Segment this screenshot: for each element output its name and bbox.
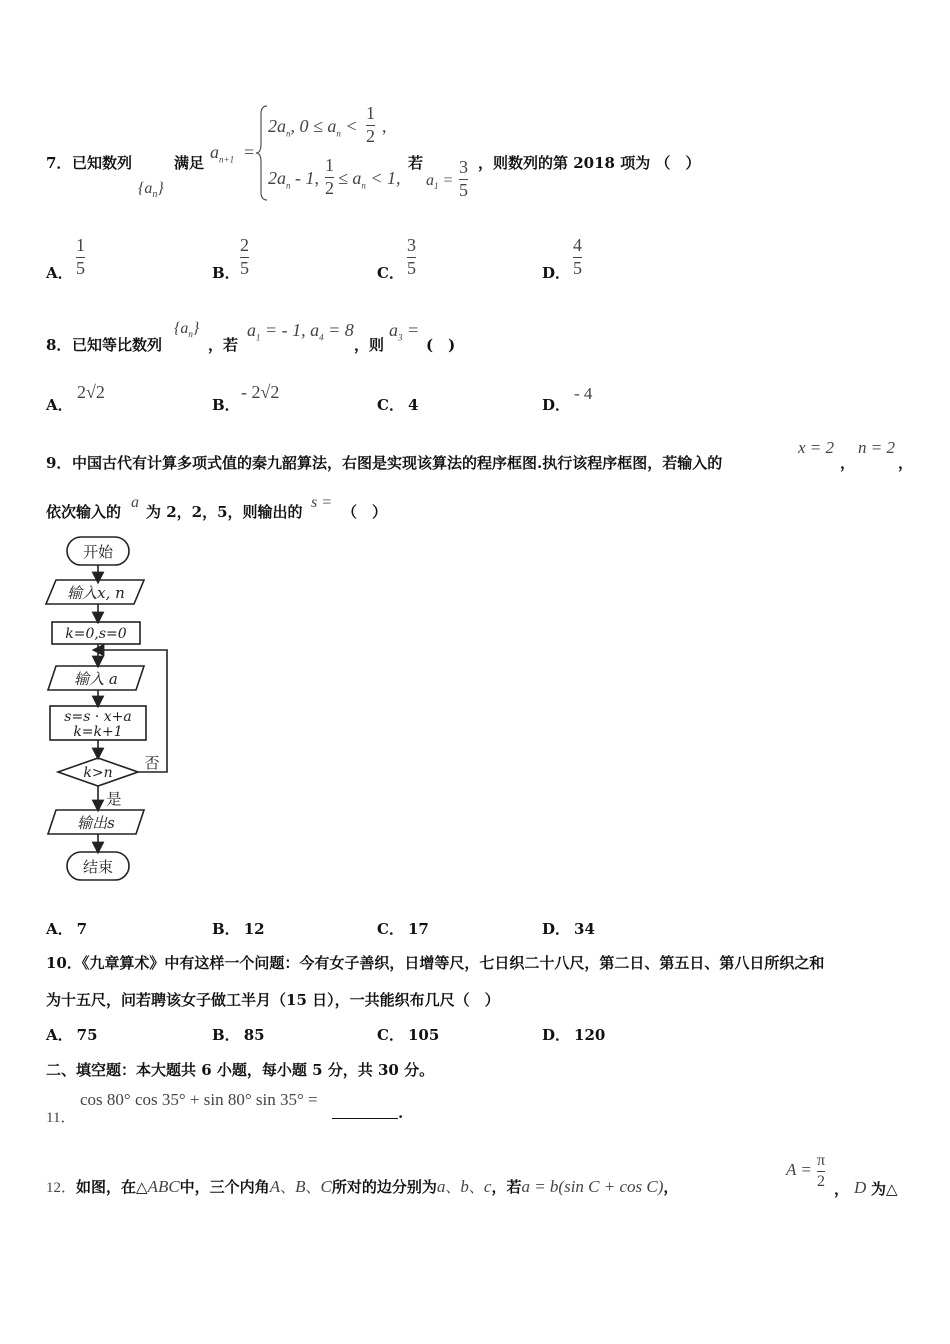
- q8-option-b-label[interactable]: B．: [212, 396, 240, 414]
- q10-line-1: 10．《九章算术》中有这样一个问题：今有女子善织，日增等尺，七日织二十八尺，第二日、第五日、第八日所织之和: [46, 954, 825, 972]
- q8-option-d-label[interactable]: D．: [542, 396, 571, 414]
- q7-text-2: 满足: [174, 154, 205, 172]
- q11-end: .: [398, 1104, 404, 1122]
- q7-case-2: $2a_n - 1$,: [268, 168, 319, 191]
- q7-recurrence-lhs: $a_{n+1}$: [210, 142, 235, 165]
- q11-answer-blank[interactable]: [332, 1118, 398, 1119]
- q9-a-variable: a: [131, 494, 139, 511]
- q9-option-a[interactable]: A． 7: [46, 920, 88, 938]
- q9-option-c[interactable]: C． 17: [377, 920, 429, 938]
- q7-text-1: 已知数列: [72, 154, 133, 172]
- q10-option-b[interactable]: B． 85: [212, 1026, 265, 1044]
- q9-number: 9．: [46, 454, 72, 472]
- q7-option-d-label[interactable]: D．: [542, 264, 571, 282]
- flow-output: 输出s: [77, 814, 115, 832]
- q8-option-d-value: - 4: [574, 384, 593, 403]
- q9-line-2b: 为 2，2，5，则输出的: [146, 503, 303, 521]
- q7-option-a-value: 1 5: [76, 235, 85, 278]
- q10-line-2: 为十五尺，问若聘该女子做工半月（15 日），一共能织布几尺（ ）: [46, 991, 500, 1009]
- q7-sequence: $\{a_n\}$: [138, 180, 164, 201]
- q9-option-d[interactable]: D． 34: [542, 920, 595, 938]
- flow-yes-label: 是: [106, 790, 122, 808]
- q7-case-1-fraction: 1 2: [366, 103, 375, 146]
- q12-comma: ，: [834, 1180, 850, 1198]
- q8-text-1: 已知等比数列: [72, 336, 163, 354]
- q9-option-b[interactable]: B． 12: [212, 920, 265, 938]
- q9-s-variable: s =: [311, 494, 333, 511]
- flow-input-xn: 输入x, n: [67, 584, 125, 602]
- flow-init: k=0,s=0: [65, 626, 127, 642]
- q8-sequence: $\{a_n\}$: [174, 320, 200, 340]
- q9-line-1: 中国古代有计算多项式值的秦九韶算法，右图是实现该算法的程序框图.执行该程序框图，若输入的: [72, 454, 723, 472]
- q7-brace: [255, 104, 269, 202]
- q7-option-a-label[interactable]: A．: [46, 264, 73, 282]
- q9-line-2c: （ ）: [342, 503, 388, 521]
- q9-line-2a: 依次输入的: [46, 503, 122, 521]
- q9-comma-2: ，: [898, 454, 914, 472]
- q7-initial-fraction: 3 5: [459, 157, 468, 200]
- q7-case-2-fraction: 1 2: [325, 155, 334, 198]
- flow-start: 开始: [82, 543, 114, 561]
- flow-input-a: 输入 a: [74, 670, 118, 688]
- q10-option-c[interactable]: C． 105: [377, 1026, 440, 1044]
- q7-number: 7．: [46, 154, 72, 172]
- q7-option-b-label[interactable]: B．: [212, 264, 240, 282]
- q8-ask: $a_3$ =: [389, 320, 420, 343]
- q9-comma-1: ，: [840, 454, 856, 472]
- q8-text-3: ，则: [354, 336, 385, 354]
- q7-case-1-end: ,: [382, 116, 387, 136]
- q8-option-a-label[interactable]: A．: [46, 396, 73, 414]
- q12-angle-a: A =: [786, 1160, 812, 1179]
- flow-calc-2: k=k+1: [73, 724, 123, 740]
- q11-number: 11．: [46, 1110, 76, 1126]
- flow-calc-1: s=s · x+a: [64, 709, 132, 725]
- q12-tail: 为△: [871, 1180, 898, 1198]
- section-heading: 二、填空题：本大题共 6 小题，每小题 5 分，共 30 分。: [46, 1061, 435, 1079]
- q8-condition: $a_1$ = - 1, $a_4 = 8$: [247, 320, 354, 343]
- q12-line: 12．如图，在△ABC中，三个内角A、B、C所对的边分别为a、b、c，若a = b(sin C + cos C)，: [46, 1177, 679, 1196]
- q9-x-value: x = 2: [798, 438, 835, 457]
- flow-condition: k>n: [83, 765, 113, 781]
- q8-number: 8．: [46, 336, 72, 354]
- q9-n-value: n = 2: [858, 438, 895, 457]
- q7-option-c-label[interactable]: C．: [377, 264, 404, 282]
- flow-end: 结束: [82, 858, 114, 876]
- q11-expression: cos 80° cos 35° + sin 80° sin 35° =: [80, 1090, 318, 1109]
- q12-point-d: D: [854, 1178, 867, 1197]
- q7-option-c-value: 3 5: [407, 235, 416, 278]
- q8-text-2: ，若: [208, 336, 239, 354]
- q9-flowchart: [40, 532, 190, 884]
- q7-case-2-rest: ≤ $a_n < 1$,: [338, 168, 401, 191]
- q8-option-b-value: - 2√2: [241, 382, 280, 402]
- q7-option-d-value: 4 5: [573, 235, 582, 278]
- q7-text-3: 若: [408, 154, 424, 172]
- q8-option-c-label[interactable]: C． 4: [377, 396, 419, 414]
- q7-case-1: $2a_n$, $0 \le a_n$ <: [268, 116, 358, 139]
- q12-angle-fraction: π 2: [817, 1152, 826, 1190]
- flow-no-label: 否: [144, 754, 160, 772]
- q7-text-4: ，则数列的第 2018 项为 （ ）: [478, 154, 701, 172]
- q7-initial-term: $a_1$ =: [426, 172, 454, 192]
- q7-equals: =: [244, 142, 255, 162]
- q8-option-a-value: 2√2: [77, 382, 105, 402]
- q10-option-a[interactable]: A． 75: [46, 1026, 98, 1044]
- q8-text-4: ( ): [426, 336, 456, 354]
- q7-option-b-value: 2 5: [240, 235, 249, 278]
- q10-option-d[interactable]: D． 120: [542, 1026, 606, 1044]
